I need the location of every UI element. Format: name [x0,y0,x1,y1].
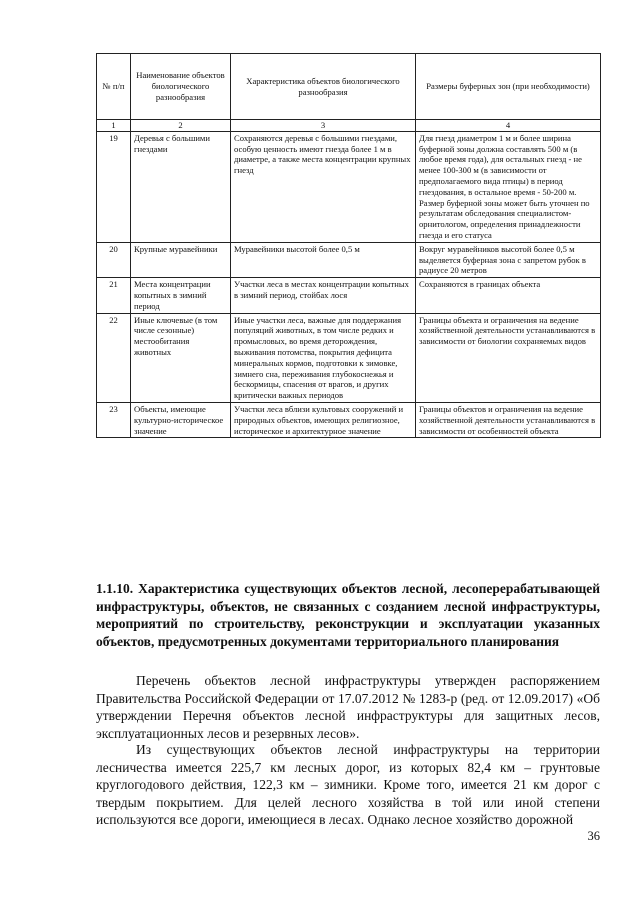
row-characteristic: Сохраняются деревья с большими гнездами, особую ценность имеют гнезда более 1 м в диаметре, а также места концентрации крупных гнезд [231,131,416,242]
row-characteristic: Муравейники высотой более 0,5 м [231,242,416,277]
row-num: 19 [97,131,131,242]
header-characteristic: Характеристика объектов биологического разнообразия [231,54,416,120]
row-characteristic: Иные участки леса, важные для поддержания популяций животных, в том числе редких и промысловых, во время деторождения, выживания потомства, покрытия дефицита минеральных кормов, подготовки к зимовке, зимнего сна, переживания глубокоснежья и бескормицы, спасения от врагов, и других критически важных периодов [231,313,416,402]
page-number: 36 [587,829,600,843]
row-name: Объекты, имеющие культурно-историческое значение [131,402,231,437]
row-buffer: Вокруг муравейников высотой более 0,5 м выделяется буферная зона с запретом рубок в радиусе 20 метров [416,242,601,277]
column-number: 3 [231,120,416,132]
header-num: № п/п [97,54,131,120]
row-buffer: Границы объектов и ограничения на ведение хозяйственной деятельности устанавливаются в зависимости от особенностей объекта [416,402,601,437]
row-name: Места концентрации копытных в зимний период [131,278,231,313]
row-characteristic: Участки леса вблизи культовых сооружений и природных объектов, имеющих религиозное, историческое и архитектурное значение [231,402,416,437]
row-buffer: Сохраняются в границах объекта [416,278,601,313]
table-row [97,131,601,242]
row-num: 20 [97,242,131,277]
row-num: 22 [97,313,131,402]
column-number: 1 [97,120,131,132]
section-heading: 1.1.10. Характеристика существующих объектов лесной, лесоперерабатывающей инфраструктуры, объектов, не связанных с созданием лесной инфраструктуры, мероприятий по строительству, реконструкции и эксплуатации указанных объектов, предусмотренных документами территориального планирования [96,581,600,649]
column-number-row [97,120,601,132]
row-name: Деревья с большими гнездами [131,131,231,242]
column-number: 4 [416,120,601,132]
table-row [97,278,601,313]
row-name: Крупные муравейники [131,242,231,277]
row-num: 21 [97,278,131,313]
paragraph: Перечень объектов лесной инфраструктуры утвержден распоряжением Правительства Российской Федерации от 17.07.2012 № 1283-р (ред. от 12.09.2017) «Об утверждении Перечня объектов лесной инфраструктуры для защитных лесов, эксплуатационных лесов и резервных лесов». [96,673,600,741]
row-num: 23 [97,402,131,437]
paragraph: Из существующих объектов лесной инфраструктуры на территории лесничества имеется 225,7 км лесных дорог, из которых 82,4 км – грунтовые круглогодового действия, 122,3 км – зимники. Кроме того, имеется 21 км дорог с твердым покрытием. Для целей лесного хозяйства в той или иной степени используются все дороги, имеющиеся в лесах. Однако лесное хозяйство дорожной [96,742,600,827]
column-number: 2 [131,120,231,132]
biodiversity-table [96,53,601,438]
header-name: Наименование объектов биологического разнообразия [131,54,231,120]
table-row [97,242,601,277]
header-buffer: Размеры буферных зон (при необходимости) [416,54,601,120]
table-row [97,313,601,402]
table-header-row [97,54,601,120]
row-buffer: Границы объекта и ограничения на ведение хозяйственной деятельности устанавливаются в зависимости от биологии сохраняемых видов [416,313,601,402]
row-characteristic: Участки леса в местах концентрации копытных в зимний период, стойбах лося [231,278,416,313]
row-buffer: Для гнезд диаметром 1 м и более ширина буферной зоны должна составлять 500 м (в любое время года), для остальных гнезд - не менее 100-300 м (в зависимости от предполагаемого вида птицы) в период гнездования, в остальное время - 50-200 м. Размер буферной зоны может быть уточнен по результатам обследования специалистом- орнитологом, определения принадлежности гнезда и его статуса [416,131,601,242]
row-name: Иные ключевые (в том числе сезонные) местообитания животных [131,313,231,402]
table-row [97,402,601,437]
